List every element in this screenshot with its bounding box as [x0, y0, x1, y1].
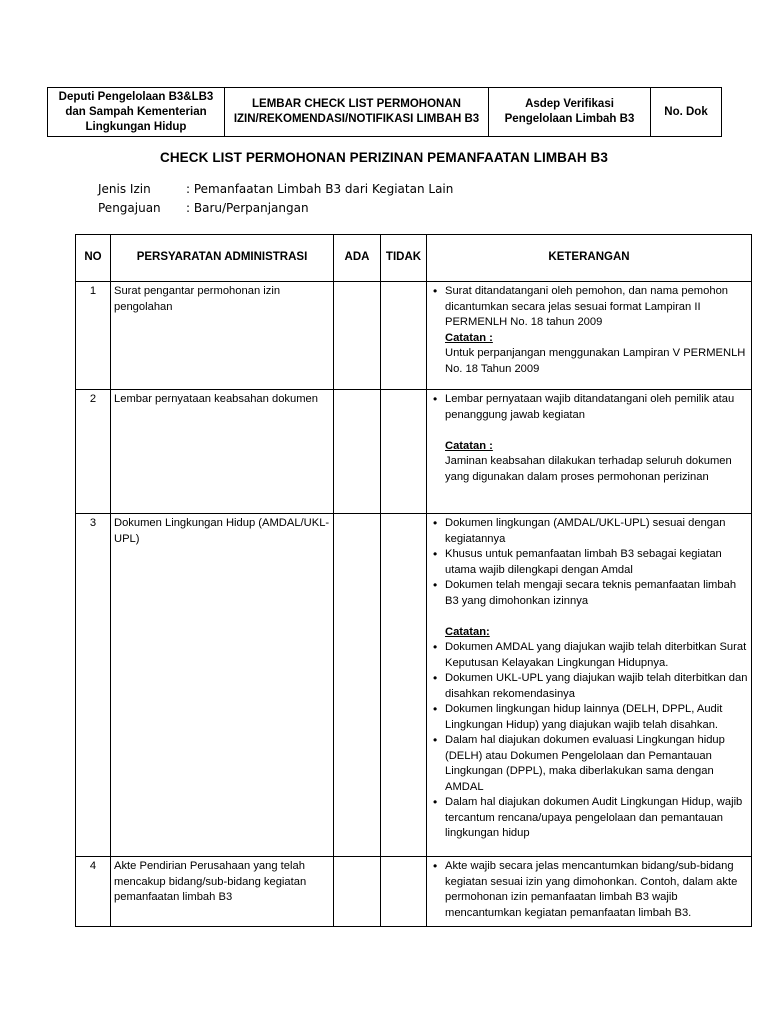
row-number: 1	[76, 282, 111, 390]
keterangan-bullet: • Lembar pernyataan wajib ditandatangani oleh pemilik atau penanggung jawab kegiatan	[445, 392, 748, 423]
pengajuan-line	[98, 201, 309, 215]
tidak-checkbox-cell[interactable]	[381, 514, 427, 857]
header-organization: Deputi Pengelolaan B3&LB3 dan Sampah Kementerian Lingkungan Hidup	[48, 88, 225, 137]
catatan-bullet: • Dalam hal diajukan dokumen evaluasi Lingkungan hidup (DELH) atau Dokumen Pengelolaan dan Pemantauan Lingkungan (DPPL), maka diberlakukan sama dengan AMDAL	[445, 733, 748, 795]
row-number: 3	[76, 514, 111, 857]
tidak-checkbox-cell[interactable]	[381, 390, 427, 514]
header-unit: Asdep Verifikasi Pengelolaan Limbah B3	[489, 88, 651, 137]
pengajuan-label: Pengajuan	[98, 201, 161, 215]
col-requirement-header: PERSYARATAN ADMINISTRASI	[111, 235, 334, 282]
ada-checkbox-cell[interactable]	[334, 282, 381, 390]
col-no-header: NO	[76, 235, 111, 282]
keterangan-cell	[427, 514, 752, 857]
jenis-izin-line	[98, 182, 453, 196]
keterangan-cell	[427, 282, 752, 390]
catatan-bullet: • Dokumen UKL-UPL yang diajukan wajib telah diterbitkan dan disahkan rekomendasinya	[445, 671, 748, 702]
table-row	[76, 390, 752, 514]
catatan-label: Catatan :	[445, 331, 493, 344]
catatan-label: Catatan :	[445, 439, 493, 452]
pengajuan-value: : Baru/Perpanjangan	[186, 201, 309, 215]
table-row	[76, 514, 752, 857]
tidak-checkbox-cell[interactable]	[381, 282, 427, 390]
ada-checkbox-cell[interactable]	[334, 390, 381, 514]
page-title: CHECK LIST PERMOHONAN PERIZINAN PEMANFAATAN LIMBAH B3	[159, 150, 609, 165]
keterangan-bullet: • Dokumen telah mengaji secara teknis pemanfaatan limbah B3 yang dimohonkan izinnya	[445, 578, 748, 609]
catatan-bullet: • Dokumen lingkungan hidup lainnya (DELH, DPPL, Audit Lingkungan Hidup) yang diajukan wajib telah disahkan.	[445, 702, 748, 733]
ada-checkbox-cell[interactable]	[334, 857, 381, 927]
table-row	[76, 857, 752, 927]
keterangan-bullet: • Surat ditandatangani oleh pemohon, dan nama pemohon dicantumkan secara jelas sesuai format Lampiran II PERMENLH No. 18 tahun 2009	[445, 284, 748, 331]
catatan-label: Catatan:	[445, 625, 490, 638]
keterangan-bullet: • Akte wajib secara jelas mencantumkan bidang/sub-bidang kegiatan sesuai izin yang dimohonkan. Contoh, dalam akte permohonan izin pemanfaatan limbah B3 wajib mencantumkan kegiatan pemanfaatan limbah B3.	[445, 859, 748, 921]
requirement-cell: Surat pengantar permohonan izin pengolahan	[111, 282, 334, 390]
catatan-note: Jaminan keabsahan dilakukan terhadap seluruh dokumen yang digunakan dalam proses permohonan perizinan	[445, 455, 732, 483]
tidak-checkbox-cell[interactable]	[381, 857, 427, 927]
keterangan-bullet: • Dokumen lingkungan (AMDAL/UKL-UPL) sesuai dengan kegiatannya	[445, 516, 748, 547]
ada-checkbox-cell[interactable]	[334, 514, 381, 857]
col-ada-header: ADA	[334, 235, 381, 282]
catatan-bullet: • Dalam hal diajukan dokumen Audit Lingkungan Hidup, wajib tercantum rencana/upaya pengelolaan dan pemantauan lingkungan hidup	[445, 795, 748, 842]
keterangan-bullet: • Khusus untuk pemanfaatan limbah B3 sebagai kegiatan utama wajib dilengkapi dengan Amdal	[445, 547, 748, 578]
requirement-cell: Dokumen Lingkungan Hidup (AMDAL/UKL-UPL)	[111, 514, 334, 857]
col-keterangan-header: KETERANGAN	[427, 235, 752, 282]
table-header-row	[76, 235, 752, 282]
table-row	[76, 282, 752, 390]
catatan-note: Untuk perpanjangan menggunakan Lampiran V PERMENLH No. 18 Tahun 2009	[445, 347, 746, 375]
keterangan-cell	[427, 390, 752, 514]
requirement-cell: Akte Pendirian Perusahaan yang telah mencakup bidang/sub-bidang kegiatan pemanfaatan limbah B3	[111, 857, 334, 927]
header-document-title: LEMBAR CHECK LIST PERMOHONAN IZIN/REKOMENDASI/NOTIFIKASI LIMBAH B3	[225, 88, 489, 137]
row-number: 4	[76, 857, 111, 927]
header-document-number: No. Dok	[651, 88, 722, 137]
col-tidak-header: TIDAK	[381, 235, 427, 282]
requirement-cell: Lembar pernyataan keabsahan dokumen	[111, 390, 334, 514]
jenis-izin-label: Jenis Izin	[98, 182, 151, 196]
jenis-izin-value: : Pemanfaatan Limbah B3 dari Kegiatan Lain	[186, 182, 454, 196]
checklist-table	[75, 234, 752, 927]
row-number: 2	[76, 390, 111, 514]
document-header	[47, 87, 722, 137]
keterangan-cell	[427, 857, 752, 927]
catatan-bullet: • Dokumen AMDAL yang diajukan wajib telah diterbitkan Surat Keputusan Kelayakan Lingkungan Hidupnya.	[445, 640, 748, 671]
